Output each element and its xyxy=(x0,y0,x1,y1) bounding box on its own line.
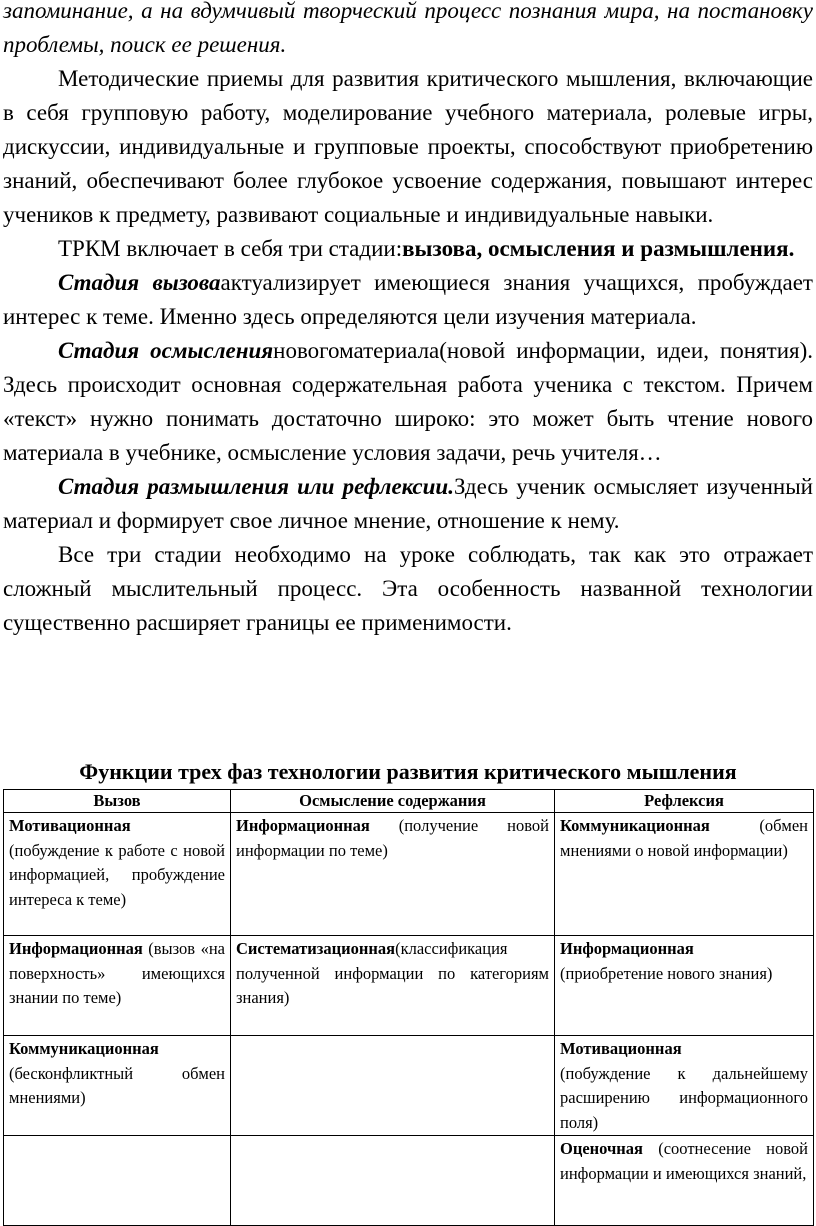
column-header-reflection: Рефлексия xyxy=(555,790,814,813)
cell-heading: Информационная xyxy=(236,816,370,835)
table-cell xyxy=(555,1036,814,1136)
table-cell-empty xyxy=(231,1036,555,1136)
reflection-stage-text: Здесь ученик осмысляет изученный материал и формирует свое личное мнение, отношение к нему. xyxy=(3,474,813,533)
functions-table xyxy=(3,789,814,1226)
column-header-comprehension: Осмысление содержания xyxy=(231,790,555,813)
body-text xyxy=(3,0,813,640)
table-cell xyxy=(231,936,555,1036)
table-cell xyxy=(4,936,231,1036)
paragraph-conclusion: Все три стадии необходимо на уроке соблюдать, так как это отражает сложный мыслительный процесс. Эта особенность названной технологии существенно расширяет границы ее применимости. xyxy=(3,542,813,635)
paragraph-trkm-stages xyxy=(3,232,813,266)
paragraph-comprehension-stage xyxy=(3,334,813,470)
table-cell xyxy=(4,1036,231,1136)
cell-heading: Информационная xyxy=(560,939,694,958)
cell-heading: Коммуникационная xyxy=(9,1039,159,1058)
table-row xyxy=(4,813,814,936)
paragraph-intro-continuation: запоминание, а на вдумчивый творческий процесс познания мира, на постановку проблемы, поиск ее решения. xyxy=(3,0,813,57)
paragraph-methodical-techniques: Методические приемы для развития критического мышления, включающие в себя групповую работу, моделирование учебного материала, ролевые игры, дискуссии, индивидуальные и групповые проекты, способствуют приобретению знаний, обеспечивают более глубокое усвоение содержания, повышают интерес учеников к предмету, развивают социальные и индивидуальные навыки. xyxy=(3,66,813,227)
challenge-stage-term: Стадия вызова xyxy=(58,270,221,295)
cell-heading: Коммуникационная xyxy=(560,816,710,835)
reflection-stage-term: Стадия размышления или рефлексии. xyxy=(58,474,454,499)
cell-text: (побуждение к работе с новой информацией, пробуждение интереса к теме) xyxy=(9,840,225,909)
comprehension-stage-text: новогоматериала(новой информации, идеи, понятия). Здесь происходит основная содержательная работа ученика с текстом. Причем «текст» нужно понимать достаточно широко: это может быть чтение нового материала в учебнике, осмысление условия задачи, речь учителя… xyxy=(3,338,813,465)
challenge-stage-text: актуализирует имеющиеся знания учащихся, пробуждает интерес к теме. Именно здесь определяются цели изучения материала. xyxy=(3,270,813,329)
trkm-stages-bold: вызова, осмысления и размышления. xyxy=(402,236,795,261)
cell-text: (классификация полученной информации по категориям знания) xyxy=(236,939,549,1007)
table-cell xyxy=(555,813,814,936)
cell-text: (вызов «на поверхность» имеющихся знании по теме) xyxy=(9,939,225,1007)
table-cell-empty xyxy=(4,1136,231,1226)
cell-heading: Систематизационная xyxy=(236,939,396,958)
table-title: Функции трех фаз технологии развития критического мышления xyxy=(79,759,737,784)
table-cell-empty xyxy=(231,1136,555,1226)
cell-text: (побуждение к дальнейшему расширению информационного поля) xyxy=(560,1063,808,1132)
table-row xyxy=(4,1036,814,1136)
cell-text: (обмен мнениями о новой информации) xyxy=(560,816,808,860)
table-cell xyxy=(4,813,231,936)
cell-text: (приобретение нового знания) xyxy=(560,963,773,983)
paragraph-reflection-stage xyxy=(3,470,813,538)
trkm-text: ТРКМ включает в себя три стадии: xyxy=(58,236,403,261)
cell-heading: Информационная xyxy=(9,939,143,958)
table-row xyxy=(4,936,814,1036)
cell-text: (соотнесение новой информации и имеющихся знаний, xyxy=(560,1139,808,1183)
cell-heading: Мотивационная xyxy=(9,816,131,835)
table-header-row xyxy=(4,790,814,813)
cell-text: (получение новой информации по теме) xyxy=(236,816,549,860)
column-header-challenge: Вызов xyxy=(4,790,231,813)
cell-heading: Оценочная xyxy=(560,1139,643,1158)
table-row xyxy=(4,1136,814,1226)
comprehension-stage-term: Стадия осмысления xyxy=(58,338,274,363)
table-cell xyxy=(555,936,814,1036)
cell-text: (бесконфликтный обмен мнениями) xyxy=(9,1063,225,1107)
table-cell xyxy=(231,813,555,936)
paragraph-challenge-stage xyxy=(3,266,813,334)
table-cell xyxy=(555,1136,814,1226)
cell-heading: Мотивационная xyxy=(560,1039,682,1058)
